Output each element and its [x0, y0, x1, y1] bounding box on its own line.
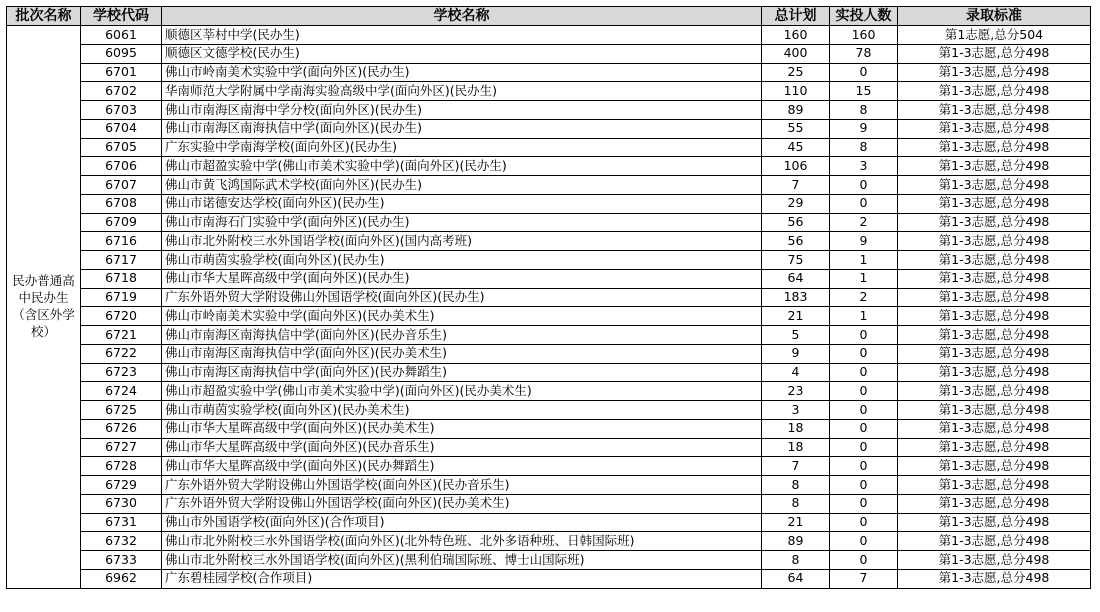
enrolled-count-cell: 0: [830, 382, 898, 401]
table-row: [7, 232, 1091, 251]
enrolled-count-cell: 15: [830, 82, 898, 101]
enrolled-count-cell: 0: [830, 63, 898, 82]
school-name-cell: 广东外语外贸大学附设佛山外国语学校(面向外区)(民办生): [162, 288, 762, 307]
school-code-cell: 6731: [81, 513, 162, 532]
school-name-cell: 佛山市超盈实验中学(佛山市美术实验中学)(面向外区)(民办生): [162, 157, 762, 176]
total-plan-cell: 8: [762, 476, 830, 495]
school-code-cell: 6728: [81, 457, 162, 476]
admission-standard-cell: 第1-3志愿,总分498: [898, 494, 1091, 513]
admission-standard-cell: 第1-3志愿,总分498: [898, 101, 1091, 120]
table-row: [7, 213, 1091, 232]
admission-standard-cell: 第1-3志愿,总分498: [898, 532, 1091, 551]
admission-standard-cell: 第1-3志愿,总分498: [898, 44, 1091, 63]
enrolled-count-cell: 2: [830, 288, 898, 307]
admission-standard-cell: 第1-3志愿,总分498: [898, 569, 1091, 588]
total-plan-cell: 3: [762, 401, 830, 420]
total-plan-cell: 56: [762, 232, 830, 251]
admission-table: [6, 6, 1091, 589]
school-code-cell: 6726: [81, 419, 162, 438]
table-row: [7, 157, 1091, 176]
enrolled-count-cell: 3: [830, 157, 898, 176]
school-code-cell: 6732: [81, 532, 162, 551]
enrolled-count-cell: 2: [830, 213, 898, 232]
table-row: [7, 101, 1091, 120]
admission-standard-cell: 第1-3志愿,总分498: [898, 363, 1091, 382]
table-row: [7, 401, 1091, 420]
table-row: [7, 119, 1091, 138]
school-name-cell: 佛山市外国语学校(面向外区)(合作项目): [162, 513, 762, 532]
admission-standard-cell: 第1-3志愿,总分498: [898, 138, 1091, 157]
school-name-cell: 佛山市南海区南海执信中学(面向外区)(民办音乐生): [162, 326, 762, 345]
table-row: [7, 194, 1091, 213]
table-row: [7, 269, 1091, 288]
enrolled-count-cell: 0: [830, 457, 898, 476]
total-plan-cell: 55: [762, 119, 830, 138]
school-name-cell: 华南师范大学附属中学南海实验高级中学(面向外区)(民办生): [162, 82, 762, 101]
school-name-cell: 佛山市北外附校三水外国语学校(面向外区)(黑利伯瑞国际班、博士山国际班): [162, 551, 762, 570]
table-row: [7, 288, 1091, 307]
table-row: [7, 476, 1091, 495]
table-row: [7, 44, 1091, 63]
enrolled-count-cell: 0: [830, 513, 898, 532]
table-row: [7, 26, 1091, 45]
school-name-cell: 佛山市诺德安达学校(面向外区)(民办生): [162, 194, 762, 213]
school-code-cell: 6707: [81, 176, 162, 195]
school-name-cell: 佛山市华大星晖高级中学(面向外区)(民办音乐生): [162, 438, 762, 457]
enrolled-count-cell: 0: [830, 494, 898, 513]
total-plan-cell: 4: [762, 363, 830, 382]
school-code-cell: 6722: [81, 344, 162, 363]
school-code-cell: 6703: [81, 101, 162, 120]
total-plan-cell: 89: [762, 532, 830, 551]
table-row: [7, 251, 1091, 270]
total-plan-cell: 8: [762, 494, 830, 513]
school-code-cell: 6717: [81, 251, 162, 270]
enrolled-count-cell: 0: [830, 344, 898, 363]
school-code-cell: 6723: [81, 363, 162, 382]
header-enrolled: 实投人数: [830, 7, 898, 26]
school-name-cell: 佛山市岭南美术实验中学(面向外区)(民办生): [162, 63, 762, 82]
table-row: [7, 551, 1091, 570]
admission-standard-cell: 第1-3志愿,总分498: [898, 457, 1091, 476]
admission-standard-cell: 第1-3志愿,总分498: [898, 382, 1091, 401]
admission-standard-cell: 第1-3志愿,总分498: [898, 513, 1091, 532]
header-plan: 总计划: [762, 7, 830, 26]
admission-standard-cell: 第1-3志愿,总分498: [898, 213, 1091, 232]
total-plan-cell: 18: [762, 419, 830, 438]
school-code-cell: 6962: [81, 569, 162, 588]
school-code-cell: 6733: [81, 551, 162, 570]
enrolled-count-cell: 0: [830, 194, 898, 213]
school-code-cell: 6706: [81, 157, 162, 176]
total-plan-cell: 183: [762, 288, 830, 307]
admission-standard-cell: 第1-3志愿,总分498: [898, 119, 1091, 138]
table-body: [7, 26, 1091, 589]
admission-standard-cell: 第1-3志愿,总分498: [898, 157, 1091, 176]
school-name-cell: 佛山市北外附校三水外国语学校(面向外区)(国内高考班): [162, 232, 762, 251]
school-name-cell: 佛山市南海区南海执信中学(面向外区)(民办生): [162, 119, 762, 138]
total-plan-cell: 7: [762, 176, 830, 195]
enrolled-count-cell: 8: [830, 101, 898, 120]
school-code-cell: 6702: [81, 82, 162, 101]
enrolled-count-cell: 1: [830, 269, 898, 288]
school-code-cell: 6719: [81, 288, 162, 307]
total-plan-cell: 110: [762, 82, 830, 101]
table-row: [7, 82, 1091, 101]
school-code-cell: 6729: [81, 476, 162, 495]
total-plan-cell: 18: [762, 438, 830, 457]
school-code-cell: 6721: [81, 326, 162, 345]
school-name-cell: 佛山市萌茵实验学校(面向外区)(民办美术生): [162, 401, 762, 420]
table-row: [7, 513, 1091, 532]
school-code-cell: 6720: [81, 307, 162, 326]
school-code-cell: 6724: [81, 382, 162, 401]
school-name-cell: 佛山市黄飞鸿国际武术学校(面向外区)(民办生): [162, 176, 762, 195]
school-code-cell: 6708: [81, 194, 162, 213]
total-plan-cell: 29: [762, 194, 830, 213]
enrolled-count-cell: 1: [830, 307, 898, 326]
admission-standard-cell: 第1志愿,总分504: [898, 26, 1091, 45]
enrolled-count-cell: 9: [830, 119, 898, 138]
table-row: [7, 438, 1091, 457]
enrolled-count-cell: 0: [830, 551, 898, 570]
school-code-cell: 6716: [81, 232, 162, 251]
table-row: [7, 569, 1091, 588]
school-code-cell: 6727: [81, 438, 162, 457]
total-plan-cell: 56: [762, 213, 830, 232]
school-name-cell: 佛山市南海区南海执信中学(面向外区)(民办舞蹈生): [162, 363, 762, 382]
school-name-cell: 佛山市北外附校三水外国语学校(面向外区)(北外特色班、北外多语种班、日韩国际班): [162, 532, 762, 551]
school-code-cell: 6095: [81, 44, 162, 63]
admission-standard-cell: 第1-3志愿,总分498: [898, 307, 1091, 326]
school-name-cell: 佛山市南海石门实验中学(面向外区)(民办生): [162, 213, 762, 232]
school-code-cell: 6061: [81, 26, 162, 45]
school-name-cell: 佛山市南海区南海执信中学(面向外区)(民办美术生): [162, 344, 762, 363]
table-row: [7, 494, 1091, 513]
enrolled-count-cell: 7: [830, 569, 898, 588]
school-name-cell: 佛山市华大星晖高级中学(面向外区)(民办生): [162, 269, 762, 288]
header-code: 学校代码: [81, 7, 162, 26]
total-plan-cell: 7: [762, 457, 830, 476]
enrolled-count-cell: 0: [830, 176, 898, 195]
school-name-cell: 顺德区文德学校(民办生): [162, 44, 762, 63]
total-plan-cell: 89: [762, 101, 830, 120]
total-plan-cell: 160: [762, 26, 830, 45]
enrolled-count-cell: 0: [830, 363, 898, 382]
school-code-cell: 6701: [81, 63, 162, 82]
table-row: [7, 307, 1091, 326]
header-row: [7, 7, 1091, 26]
school-name-cell: 佛山市萌茵实验学校(面向外区)(民办生): [162, 251, 762, 270]
enrolled-count-cell: 9: [830, 232, 898, 251]
total-plan-cell: 21: [762, 513, 830, 532]
school-name-cell: 广东外语外贸大学附设佛山外国语学校(面向外区)(民办美术生): [162, 494, 762, 513]
total-plan-cell: 23: [762, 382, 830, 401]
total-plan-cell: 75: [762, 251, 830, 270]
admission-standard-cell: 第1-3志愿,总分498: [898, 194, 1091, 213]
total-plan-cell: 45: [762, 138, 830, 157]
table-row: [7, 326, 1091, 345]
enrolled-count-cell: 0: [830, 476, 898, 495]
admission-standard-cell: 第1-3志愿,总分498: [898, 176, 1091, 195]
table-row: [7, 363, 1091, 382]
admission-standard-cell: 第1-3志愿,总分498: [898, 232, 1091, 251]
school-name-cell: 广东外语外贸大学附设佛山外国语学校(面向外区)(民办音乐生): [162, 476, 762, 495]
enrolled-count-cell: 78: [830, 44, 898, 63]
total-plan-cell: 21: [762, 307, 830, 326]
school-name-cell: 广东实验中学南海学校(面向外区)(民办生): [162, 138, 762, 157]
admission-standard-cell: 第1-3志愿,总分498: [898, 269, 1091, 288]
batch-name-cell: 民办普通高中民办生（含区外学校）: [7, 26, 81, 589]
school-name-cell: 顺德区莘村中学(民办生): [162, 26, 762, 45]
admission-standard-cell: 第1-3志愿,总分498: [898, 63, 1091, 82]
school-code-cell: 6718: [81, 269, 162, 288]
school-name-cell: 佛山市华大星晖高级中学(面向外区)(民办舞蹈生): [162, 457, 762, 476]
admission-standard-cell: 第1-3志愿,总分498: [898, 476, 1091, 495]
total-plan-cell: 64: [762, 269, 830, 288]
school-name-cell: 佛山市岭南美术实验中学(面向外区)(民办美术生): [162, 307, 762, 326]
table-row: [7, 344, 1091, 363]
admission-standard-cell: 第1-3志愿,总分498: [898, 438, 1091, 457]
total-plan-cell: 106: [762, 157, 830, 176]
school-code-cell: 6725: [81, 401, 162, 420]
table-row: [7, 382, 1091, 401]
school-code-cell: 6705: [81, 138, 162, 157]
school-name-cell: 广东碧桂园学校(合作项目): [162, 569, 762, 588]
total-plan-cell: 400: [762, 44, 830, 63]
admission-standard-cell: 第1-3志愿,总分498: [898, 344, 1091, 363]
enrolled-count-cell: 8: [830, 138, 898, 157]
total-plan-cell: 8: [762, 551, 830, 570]
total-plan-cell: 9: [762, 344, 830, 363]
enrolled-count-cell: 160: [830, 26, 898, 45]
total-plan-cell: 64: [762, 569, 830, 588]
table-row: [7, 532, 1091, 551]
school-name-cell: 佛山市超盈实验中学(佛山市美术实验中学)(面向外区)(民办美术生): [162, 382, 762, 401]
admission-standard-cell: 第1-3志愿,总分498: [898, 326, 1091, 345]
admission-standard-cell: 第1-3志愿,总分498: [898, 251, 1091, 270]
admission-standard-cell: 第1-3志愿,总分498: [898, 401, 1091, 420]
enrolled-count-cell: 0: [830, 532, 898, 551]
table-row: [7, 63, 1091, 82]
header-standard: 录取标准: [898, 7, 1091, 26]
admission-standard-cell: 第1-3志愿,总分498: [898, 419, 1091, 438]
table-row: [7, 457, 1091, 476]
school-code-cell: 6730: [81, 494, 162, 513]
total-plan-cell: 25: [762, 63, 830, 82]
total-plan-cell: 5: [762, 326, 830, 345]
enrolled-count-cell: 0: [830, 401, 898, 420]
enrolled-count-cell: 0: [830, 326, 898, 345]
enrolled-count-cell: 0: [830, 438, 898, 457]
header-name: 学校名称: [162, 7, 762, 26]
admission-standard-cell: 第1-3志愿,总分498: [898, 551, 1091, 570]
school-code-cell: 6704: [81, 119, 162, 138]
school-name-cell: 佛山市华大星晖高级中学(面向外区)(民办美术生): [162, 419, 762, 438]
school-code-cell: 6709: [81, 213, 162, 232]
table-row: [7, 419, 1091, 438]
admission-standard-cell: 第1-3志愿,总分498: [898, 288, 1091, 307]
table-row: [7, 138, 1091, 157]
table-row: [7, 176, 1091, 195]
admission-standard-cell: 第1-3志愿,总分498: [898, 82, 1091, 101]
header-batch: 批次名称: [7, 7, 81, 26]
enrolled-count-cell: 1: [830, 251, 898, 270]
school-name-cell: 佛山市南海区南海中学分校(面向外区)(民办生): [162, 101, 762, 120]
enrolled-count-cell: 0: [830, 419, 898, 438]
